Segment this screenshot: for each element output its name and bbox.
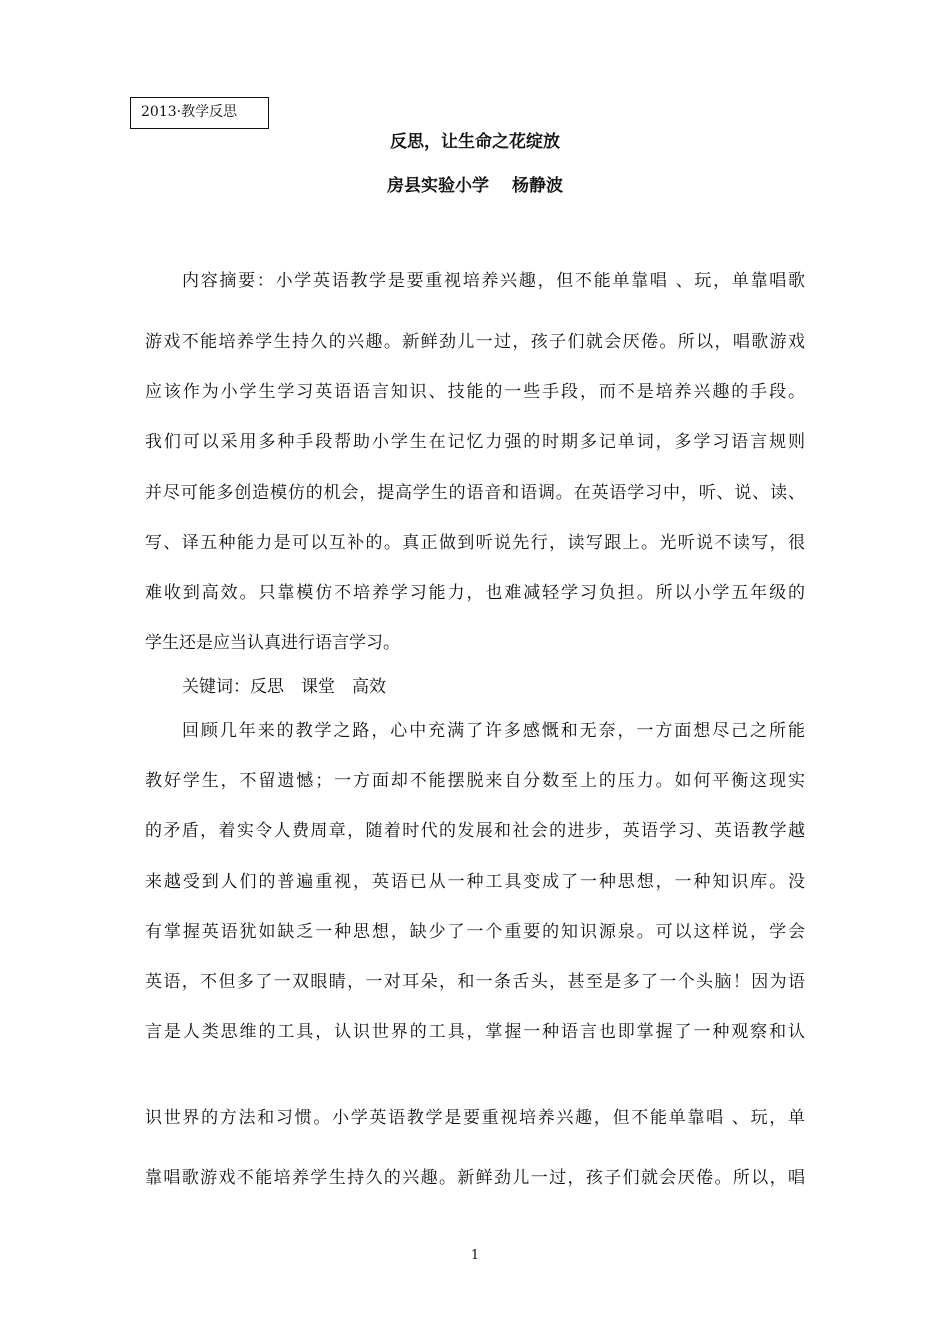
- body-line: 言是人类思维的工具，认识世界的工具，掌握一种语言也即掌握了一种观察和认: [145, 1022, 805, 1042]
- document-tag: 2013·教学反思: [130, 97, 269, 129]
- body-line: 有掌握英语犹如缺乏一种思想，缺少了一个重要的知识源泉。可以这样说，学会: [145, 922, 805, 942]
- abstract-line: 游戏不能培养学生持久的兴趣。新鲜劲儿一过，孩子们就会厌倦。所以，唱歌游戏: [145, 332, 805, 352]
- abstract-line: 写、译五种能力是可以互补的。真正做到听说先行，读写跟上。光听说不读写，很: [145, 533, 805, 553]
- body-line: 的矛盾，着实令人费周章，随着时代的发展和社会的进步，英语学习、英语教学越: [145, 821, 805, 841]
- body-line: 回顾几年来的教学之路，心中充满了许多感慨和无奈，一方面想尽己之所能: [182, 721, 805, 741]
- abstract-line: 应该作为小学生学习英语语言知识、技能的一些手段，而不是培养兴趣的手段。: [145, 382, 805, 402]
- abstract-line: 学生还是应当认真进行语言学习。: [145, 633, 400, 653]
- abstract-line: 并尽可能多创造模仿的机会，提高学生的语音和语调。在英语学习中，听、说、读、: [145, 483, 805, 503]
- abstract-line: 我们可以采用多种手段帮助小学生在记忆力强的时期多记单词，多学习语言规则: [145, 432, 805, 452]
- abstract-line: 难收到高效。只靠模仿不培养学习能力，也难减轻学习负担。所以小学五年级的: [145, 583, 805, 603]
- body-line: 教好学生，不留遗憾；一方面却不能摆脱来自分数至上的压力。如何平衡这现实: [145, 771, 805, 791]
- page-number: 1: [470, 1248, 480, 1263]
- body-line: 英语，不但多了一双眼睛，一对耳朵，和一条舌头，甚至是多了一个头脑！因为语: [145, 972, 805, 992]
- author-line: 房县实验小学 杨静波: [387, 176, 563, 196]
- body-line: 来越受到人们的普遍重视，英语已从一种工具变成了一种思想，一种知识库。没: [145, 872, 805, 892]
- body-line: 识世界的方法和习惯。小学英语教学是要重视培养兴趣，但不能单靠唱 、玩，单: [145, 1108, 805, 1128]
- document-title: 反思，让生命之花绽放: [390, 132, 560, 152]
- abstract-line: 内容摘要：小学英语教学是要重视培养兴趣，但不能单靠唱 、玩，单靠唱歌: [182, 271, 805, 291]
- body-line: 靠唱歌游戏不能培养学生持久的兴趣。新鲜劲儿一过，孩子们就会厌倦。所以，唱: [145, 1168, 805, 1188]
- keywords-line: 关键词：反思 课堂 高效: [182, 677, 386, 697]
